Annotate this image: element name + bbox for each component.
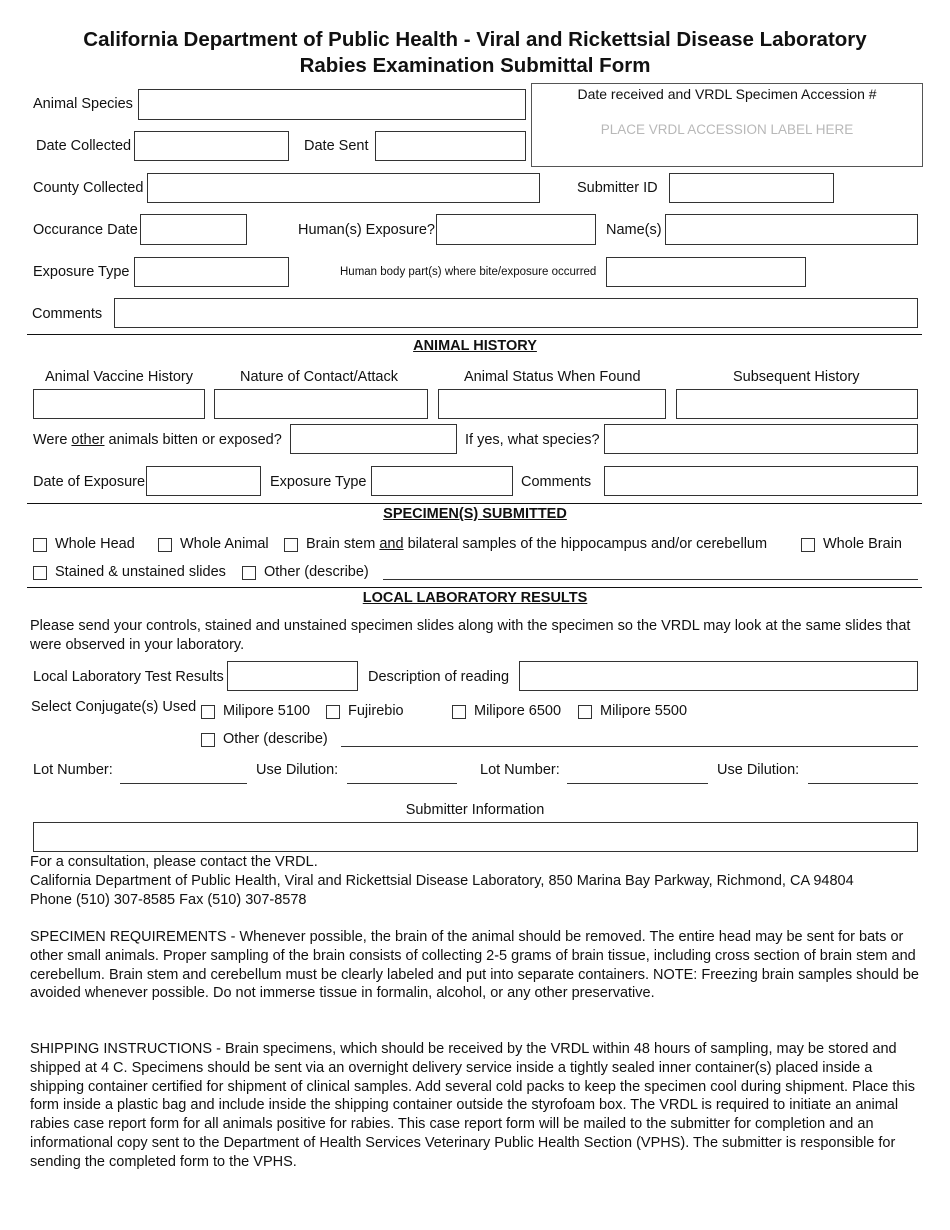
lot-number-2-line[interactable] [567, 783, 708, 784]
divider [27, 503, 922, 504]
milipore-5100-checkbox[interactable] [201, 705, 215, 719]
whole-brain-label: Whole Brain [823, 536, 902, 552]
history-exposure-type-label: Exposure Type [270, 474, 367, 490]
shipping-instructions: SHIPPING INSTRUCTIONS - Brain specimens, which should be received by the VRDL within 48 hours of sampling, may be stored and shipped at 4 C. Specimens should be sent via an overnight delivery service inside a tightly sealed inner container(s) placed inside a shipping container certified for shipment of clinical samples. Add several cold packs to keep the specimen cool during shipment. Place this form inside a plastic bag and include inside the shipping container outside the styrofoam box. The VRDL is required to initiate an animal rabies case report form for all animals positive for rabies. This case report form will be mailed to the submitter for completion and an informational copy sent to the Department of Health Services Veterinary Public Health Section (VPHS). The submitter is responsible for sending the completed form to the VPHS. [30, 1041, 915, 1170]
vaccine-history-input[interactable] [33, 389, 205, 419]
brain-stem-label: Brain stem and bilateral samples of the hippocampus and/or cerebellum [306, 536, 768, 552]
milipore-5500-label: Milipore 5500 [600, 703, 688, 719]
milipore-6500-label: Milipore 6500 [474, 703, 562, 719]
nature-contact-input[interactable] [214, 389, 428, 419]
local-test-results-input[interactable] [227, 661, 358, 691]
description-reading-label: Description of reading [368, 669, 510, 685]
local-lab-note: Please send your controls, stained and unstained specimen slides along with the specimen so the VRDL may look at the same slides that were observed in your laboratory. [30, 618, 911, 653]
body-part-label: Human body part(s) where bite/exposure occurred [340, 266, 597, 278]
specimen-other-checkbox[interactable] [242, 566, 256, 580]
use-dilution-1-line[interactable] [347, 783, 457, 784]
lot-number-1-line[interactable] [120, 783, 247, 784]
conjugate-other-label: Other (describe) [223, 731, 328, 747]
whole-animal-checkbox[interactable] [158, 538, 172, 552]
divider [27, 587, 922, 588]
use-dilution-2-label: Use Dilution: [717, 762, 800, 778]
form-title-line2: Rabies Examination Submittal Form [299, 54, 651, 77]
comments-input[interactable] [114, 298, 918, 328]
description-reading-input[interactable] [519, 661, 918, 691]
names-label: Name(s) [606, 222, 662, 238]
brain-stem-checkbox[interactable] [284, 538, 298, 552]
submitter-id-input[interactable] [669, 173, 834, 203]
names-input[interactable] [665, 214, 918, 245]
specimen-other-line[interactable] [383, 579, 918, 580]
consultation-text: For a consultation, please contact the VRDL. [30, 854, 318, 870]
date-collected-input[interactable] [134, 131, 289, 161]
other-animals-label: Were other animals bitten or exposed? [33, 432, 282, 448]
specimen-other-label: Other (describe) [264, 564, 369, 580]
whole-animal-label: Whole Animal [180, 536, 269, 552]
milipore-6500-checkbox[interactable] [452, 705, 466, 719]
accession-label: Date received and VRDL Specimen Accession # [577, 86, 877, 102]
occurance-date-input[interactable] [140, 214, 247, 245]
fujirebio-label: Fujirebio [348, 703, 404, 719]
animal-species-input[interactable] [138, 89, 526, 120]
county-collected-input[interactable] [147, 173, 540, 203]
submitter-info-heading: Submitter Information [405, 802, 545, 818]
date-of-exposure-input[interactable] [146, 466, 261, 496]
vaccine-history-label: Animal Vaccine History [45, 369, 194, 385]
conjugate-other-checkbox[interactable] [201, 733, 215, 747]
accession-box [531, 83, 923, 167]
county-collected-label: County Collected [33, 180, 144, 196]
subsequent-history-input[interactable] [676, 389, 918, 419]
milipore-5100-label: Milipore 5100 [223, 703, 311, 719]
exposure-type-label: Exposure Type [33, 264, 130, 280]
animal-status-label: Animal Status When Found [464, 369, 641, 385]
submitter-id-label: Submitter ID [577, 180, 658, 196]
conjugate-other-line[interactable] [341, 746, 918, 747]
other-animals-input[interactable] [290, 424, 457, 454]
date-of-exposure-label: Date of Exposure [33, 474, 146, 490]
history-comments-input[interactable] [604, 466, 918, 496]
form-title-line1: California Department of Public Health - Viral and Rickettsial Disease Laboratory [83, 28, 867, 51]
fujirebio-checkbox[interactable] [326, 705, 340, 719]
date-sent-label: Date Sent [304, 138, 369, 154]
lot-number-2-label: Lot Number: [480, 762, 560, 778]
human-exposure-label: Human(s) Exposure? [298, 222, 435, 238]
stained-slides-checkbox[interactable] [33, 566, 47, 580]
history-exposure-type-input[interactable] [371, 466, 513, 496]
if-yes-species-label: If yes, what species? [465, 432, 600, 448]
use-dilution-1-label: Use Dilution: [256, 762, 339, 778]
subsequent-history-label: Subsequent History [733, 369, 860, 385]
comments-label: Comments [32, 306, 103, 322]
date-sent-input[interactable] [375, 131, 526, 161]
local-test-results-label: Local Laboratory Test Results [33, 669, 224, 685]
lab-phone: Phone (510) 307-8585 Fax (510) 307-8578 [30, 892, 307, 908]
date-collected-label: Date Collected [36, 138, 132, 154]
nature-contact-label: Nature of Contact/Attack [240, 369, 398, 385]
whole-head-checkbox[interactable] [33, 538, 47, 552]
stained-slides-label: Stained & unstained slides [55, 564, 226, 580]
specimen-requirements: SPECIMEN REQUIREMENTS - Whenever possible, the brain of the animal should be removed. The entire head may be sent for bats or other small animals. Proper sampling of the brain consists of collecting 2-5 grams of brain tissue, including cross section of brain stem and cerebellum. Brain stem and cerebellum must be clearly labeled and put into separate containers. NOTE: Freezing brain samples should be avoided whenever possible. Do not immerse tissue in formalin, alcohol, or any other preservative. [30, 929, 919, 1002]
specimens-heading: SPECIMEN(S) SUBMITTED [383, 506, 567, 522]
use-dilution-2-line[interactable] [808, 783, 918, 784]
conjugates-label: Select Conjugate(s) Used [31, 699, 197, 715]
animal-history-heading: ANIMAL HISTORY [413, 338, 537, 354]
lot-number-1-label: Lot Number: [33, 762, 113, 778]
local-lab-heading: LOCAL LABORATORY RESULTS [362, 590, 588, 606]
body-part-input[interactable] [606, 257, 806, 287]
if-yes-species-input[interactable] [604, 424, 918, 454]
submitter-info-input[interactable] [33, 822, 918, 852]
lab-address: California Department of Public Health, Viral and Rickettsial Disease Laboratory, 850 Marina Bay Parkway, Richmond, CA 94804 [30, 873, 854, 889]
occurance-date-label: Occurance Date [33, 222, 138, 238]
animal-species-label: Animal Species [33, 96, 133, 112]
divider [27, 334, 922, 335]
exposure-type-input[interactable] [134, 257, 289, 287]
history-comments-label: Comments [521, 474, 592, 490]
human-exposure-input[interactable] [436, 214, 596, 245]
accession-placeholder: PLACE VRDL ACCESSION LABEL HERE [600, 122, 854, 137]
milipore-5500-checkbox[interactable] [578, 705, 592, 719]
animal-status-input[interactable] [438, 389, 666, 419]
whole-brain-checkbox[interactable] [801, 538, 815, 552]
whole-head-label: Whole Head [55, 536, 135, 552]
